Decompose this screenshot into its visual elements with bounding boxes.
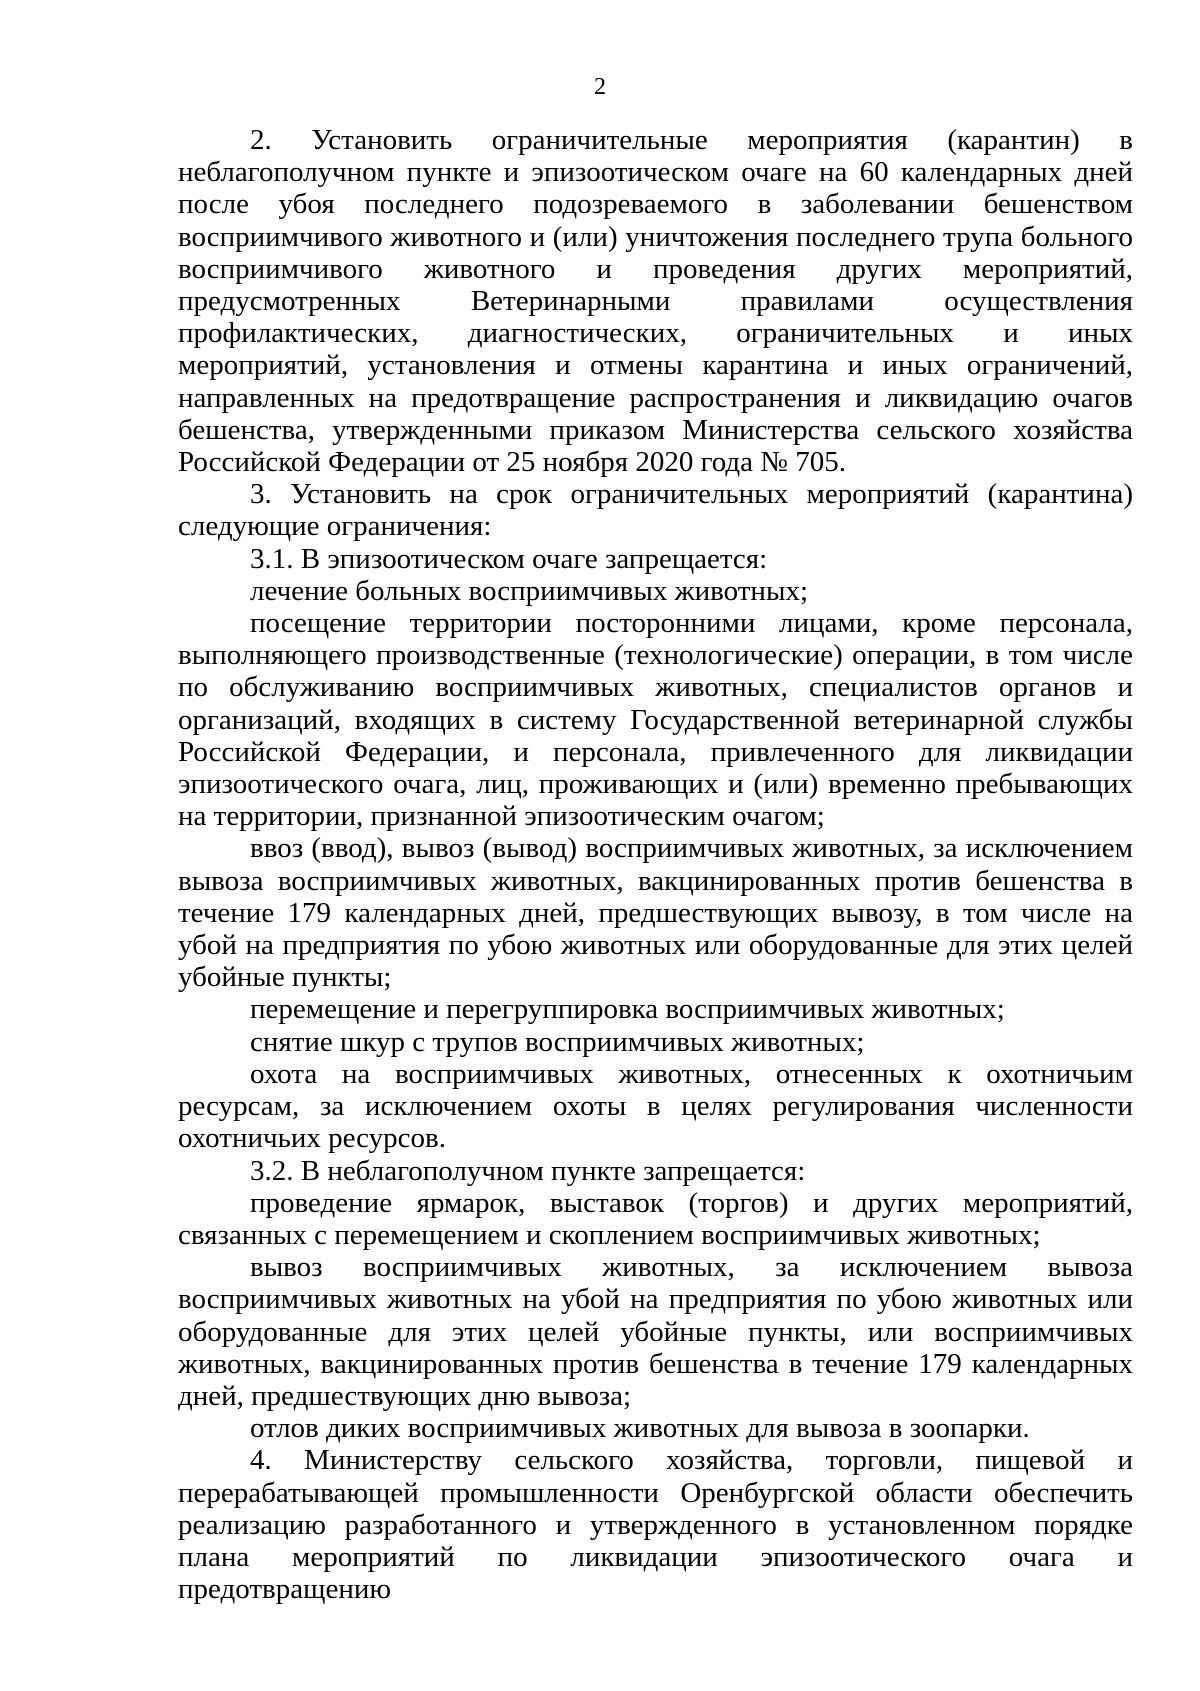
paragraph-item-3: 3. Установить на срок ограничительных мероприятий (карантина) следующие ограничения: [178,478,1133,543]
restriction-item: отлов диких восприимчивых животных для вывоза в зоопарки. [250,1412,1030,1445]
restriction-item: ввоз (ввод), вывоз (вывод) восприимчивых животных, за исключением вывоза восприимчивых животных, вакцинированных против бешенства в течение 179 календарных дней, предшествующих вывозу, в том числе на убой на предприятия по убою животных или оборудованные для этих целей убойные пункты; [178,832,1133,994]
restriction-item: охота на восприимчивых животных, отнесенных к охотничьим ресурсам, за исключением охоты в целях регулирования численности охотничьих ресурсов. [178,1057,1133,1155]
paragraph-item-3-2-heading: 3.2. В неблагополучном пункте запрещается: [250,1154,806,1187]
page-number: 2 [594,74,606,100]
restriction-item: проведение ярмарок, выставок (торгов) и других мероприятий, связанных с перемещением и скоплением восприимчивых животных; [178,1186,1133,1251]
restriction-item: посещение территории посторонними лицами, кроме персонала, выполняющего производственные (технологические) операции, в том числе по обслуживанию восприимчивых животных, специалистов органов и организаций, входящих в систему Государственной ветеринарной службы Российской Федерации, и персонала, привлеченного для ликвидации эпизоотического очага, лиц, проживающих и (или) временно пребывающих на территории, признанной эпизоотическим очагом; [178,607,1133,833]
restriction-item: снятие шкур с трупов восприимчивых животных; [250,1025,865,1058]
paragraph-item-3-1-heading: 3.1. В эпизоотическом очаге запрещается: [250,542,768,575]
document-body [178,124,1133,1605]
restriction-item: лечение больных восприимчивых животных; [250,574,808,607]
paragraph-item-2: 2. Установить ограничительные мероприятия (карантин) в неблагополучном пункте и эпизоотическом очаге на 60 календарных дней после убоя последнего подозреваемого в заболевании бешенством восприимчивого животного и (или) уничтожения последнего трупа больного восприимчивого животного и проведения других мероприятий, предусмотренных Ветеринарными правилами осуществления профилактических, диагностических, ограничительных и иных мероприятий, установления и отмены карантина и иных ограничений, направленных на предотвращение распространения и ликвидацию очагов бешенства, утвержденными приказом Министерства сельского хозяйства Российской Федерации от 25 ноября 2020 года № 705. [178,124,1133,479]
restriction-item: перемещение и перегруппировка восприимчивых животных; [250,993,1005,1026]
restriction-item: вывоз восприимчивых животных, за исключением вывоза восприимчивых животных на убой на предприятия по убою животных или оборудованные для этих целей убойные пункты, или восприимчивых животных, вакцинированных против бешенства в течение 179 календарных дней, предшествующих дню вывоза; [178,1251,1133,1412]
paragraph-item-4: 4. Министерству сельского хозяйства, торговли, пищевой и перерабатывающей промышленности Оренбургской области обеспечить реализацию разработанного и утвержденного в установленном порядке плана мероприятий по ликвидации эпизоотического очага и предотвращению [178,1444,1133,1606]
